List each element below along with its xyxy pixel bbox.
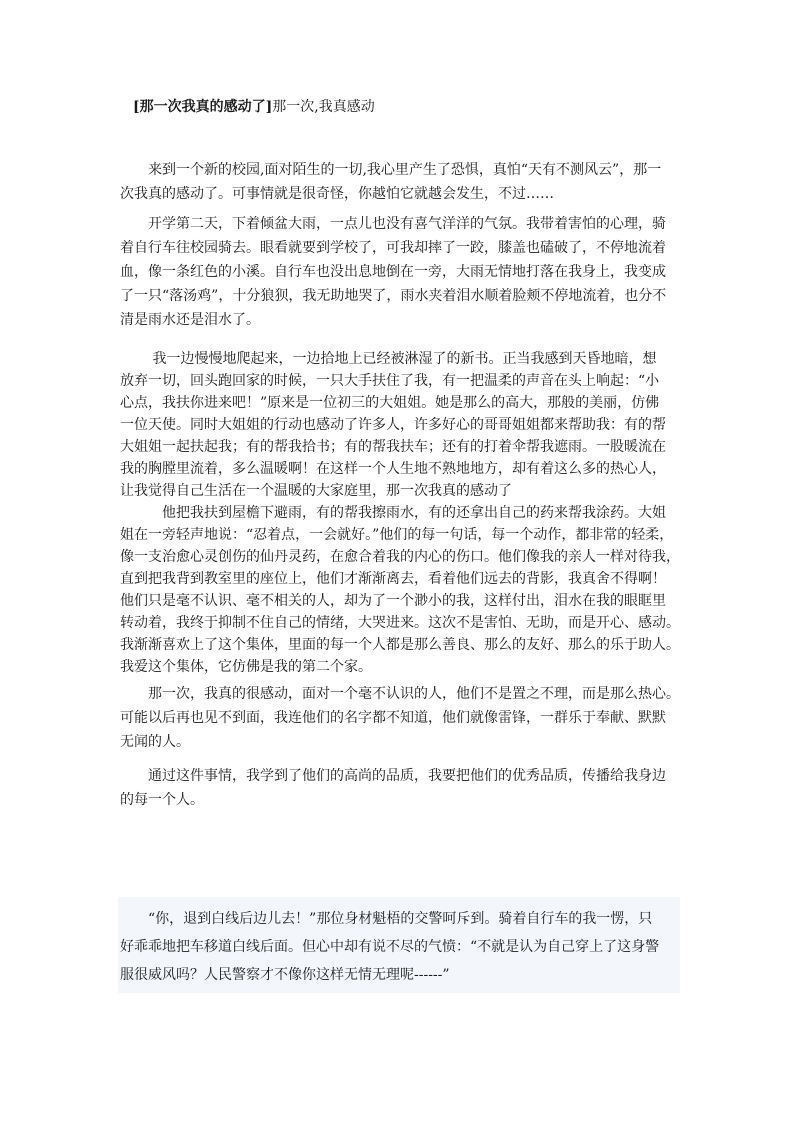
text-line: 血，像一条红色的小溪。自行车也没出息地倒在一旁，大雨无情地打落在我身上，我变成 [120,264,666,280]
text-line: 好乖乖地把车移道白线后面。但心中却有说不尽的气愤：“不就是认为自己穿上了这身警 [120,939,660,955]
text-line: 直到把我背到教室里的座位上，他们才渐渐离去，看着他们远去的背影，我真舍不得啊！ [120,571,666,587]
text-line: 大姐姐一起扶起我；有的帮我拾书；有的帮我扶车；还有的打着伞帮我遮雨。一股暖流在 [120,439,666,455]
paragraph-4 [120,682,682,754]
excerpt-paragraph [120,905,680,989]
text-line: 清是雨水还是泪水了。 [120,312,260,328]
text-line: 服很威风吗？人民警察才不像你这样无情无理呢------” [120,967,450,983]
article-title-rest: 那一次,我真感动 [272,99,375,115]
text-line: 我爱这个集体，它仿佛是我的第二个家。 [120,659,372,675]
text-line: 无闻的人。 [120,734,190,750]
text-line: 着自行车往校园骑去。眼看就要到学校了，可我却摔了一跤，膝盖也磕破了，不停地流着 [120,240,666,256]
text-line: 来到一个新的校园,面对陌生的一切,我心里产生了恐惧，真怕“天有不测风云”，那一 [120,162,662,178]
text-line: 一位天使。同时大姐姐的行动也感动了许多人，许多好心的哥哥姐姐都来帮助我：有的帮 [120,417,666,433]
text-line: 我的胸膛里流着，多么温暖啊！在这样一个人生地不熟地地方，却有着这么多的热心人， [120,461,666,477]
text-line: 他把我扶到屋檐下避雨，有的帮我擦雨水，有的还拿出自己的药来帮我涂药。大姐 [120,505,666,521]
text-line: 可能以后再也见不到面，我连他们的名字都不知道，他们就像雷锋，一群乐于奉献、默默 [120,710,666,726]
text-line: 通过这件事情，我学到了他们的高尚的品质，我要把他们的优秀品质，传播给我身边 [120,768,666,784]
text-line: 他们只是毫不认识、毫不相关的人，却为了一个渺小的我，这样付出，泪水在我的眼眶里 [120,593,666,609]
text-line: 我一边慢慢地爬起来，一边拾地上已经被淋湿了的新书。正当我感到天昏地暗，想 [120,351,657,367]
paragraph-1 [120,158,682,206]
text-line: 次我真的感动了。可事情就是很奇怪，你越怕它就越会发生，不过…… [120,186,554,202]
text-line: 那一次，我真的很感动，面对一个毫不认识的人，他们不是置之不理，而是那么热心。 [120,686,680,702]
text-line: “你，退到白线后边儿去！”那位身材魁梧的交警呵斥到。骑着自行车的我一愣，只 [120,911,653,927]
text-line: 放弃一切，回头跑回家的时候，一只大手扶住了我，有一把温柔的声音在头上响起：“小 [120,373,660,389]
text-line: 姐在一旁轻声地说：“忍着点，一会就好。”他们的每一句话，每一个动作，都非常的轻柔， [120,527,674,543]
article-title-bracket: [那一次我真的感动了] [133,99,273,115]
text-line: 我渐渐喜欢上了这个集体，里面的每一个人都是那么善良、那么的友好、那么的乐于助人。 [120,637,680,653]
text-line: 开学第二天，下着倾盆大雨，一点儿也没有喜气洋洋的气氛。我带着害怕的心理，骑 [120,216,666,232]
article-title [133,97,375,117]
paragraph-5 [120,764,682,812]
text-line: 让我觉得自己生活在一个温暖的大家庭里，那一次我真的感动了 [120,483,512,499]
text-line: 像一支治愈心灵创伤的仙丹灵药，在愈合着我的内心的伤口。他们像我的亲人一样对待我， [120,549,680,565]
paragraph-2 [120,212,682,332]
paragraph-3 [120,348,682,678]
text-line: 的每一个人。 [120,792,204,808]
text-line: 心点，我扶你进来吧！”原来是一位初三的大姐姐。她是那么的高大，那般的美丽，仿佛 [120,395,660,411]
text-line: 转动着，我终于抑制不住自己的情绪，大哭进来。这次不是害怕、无助，而是开心、感动。 [120,615,680,631]
text-line: 了一只“落汤鸡”，十分狼狈，我无助地哭了，雨水夹着泪水顺着脸颊不停地流着，也分不 [120,288,667,304]
